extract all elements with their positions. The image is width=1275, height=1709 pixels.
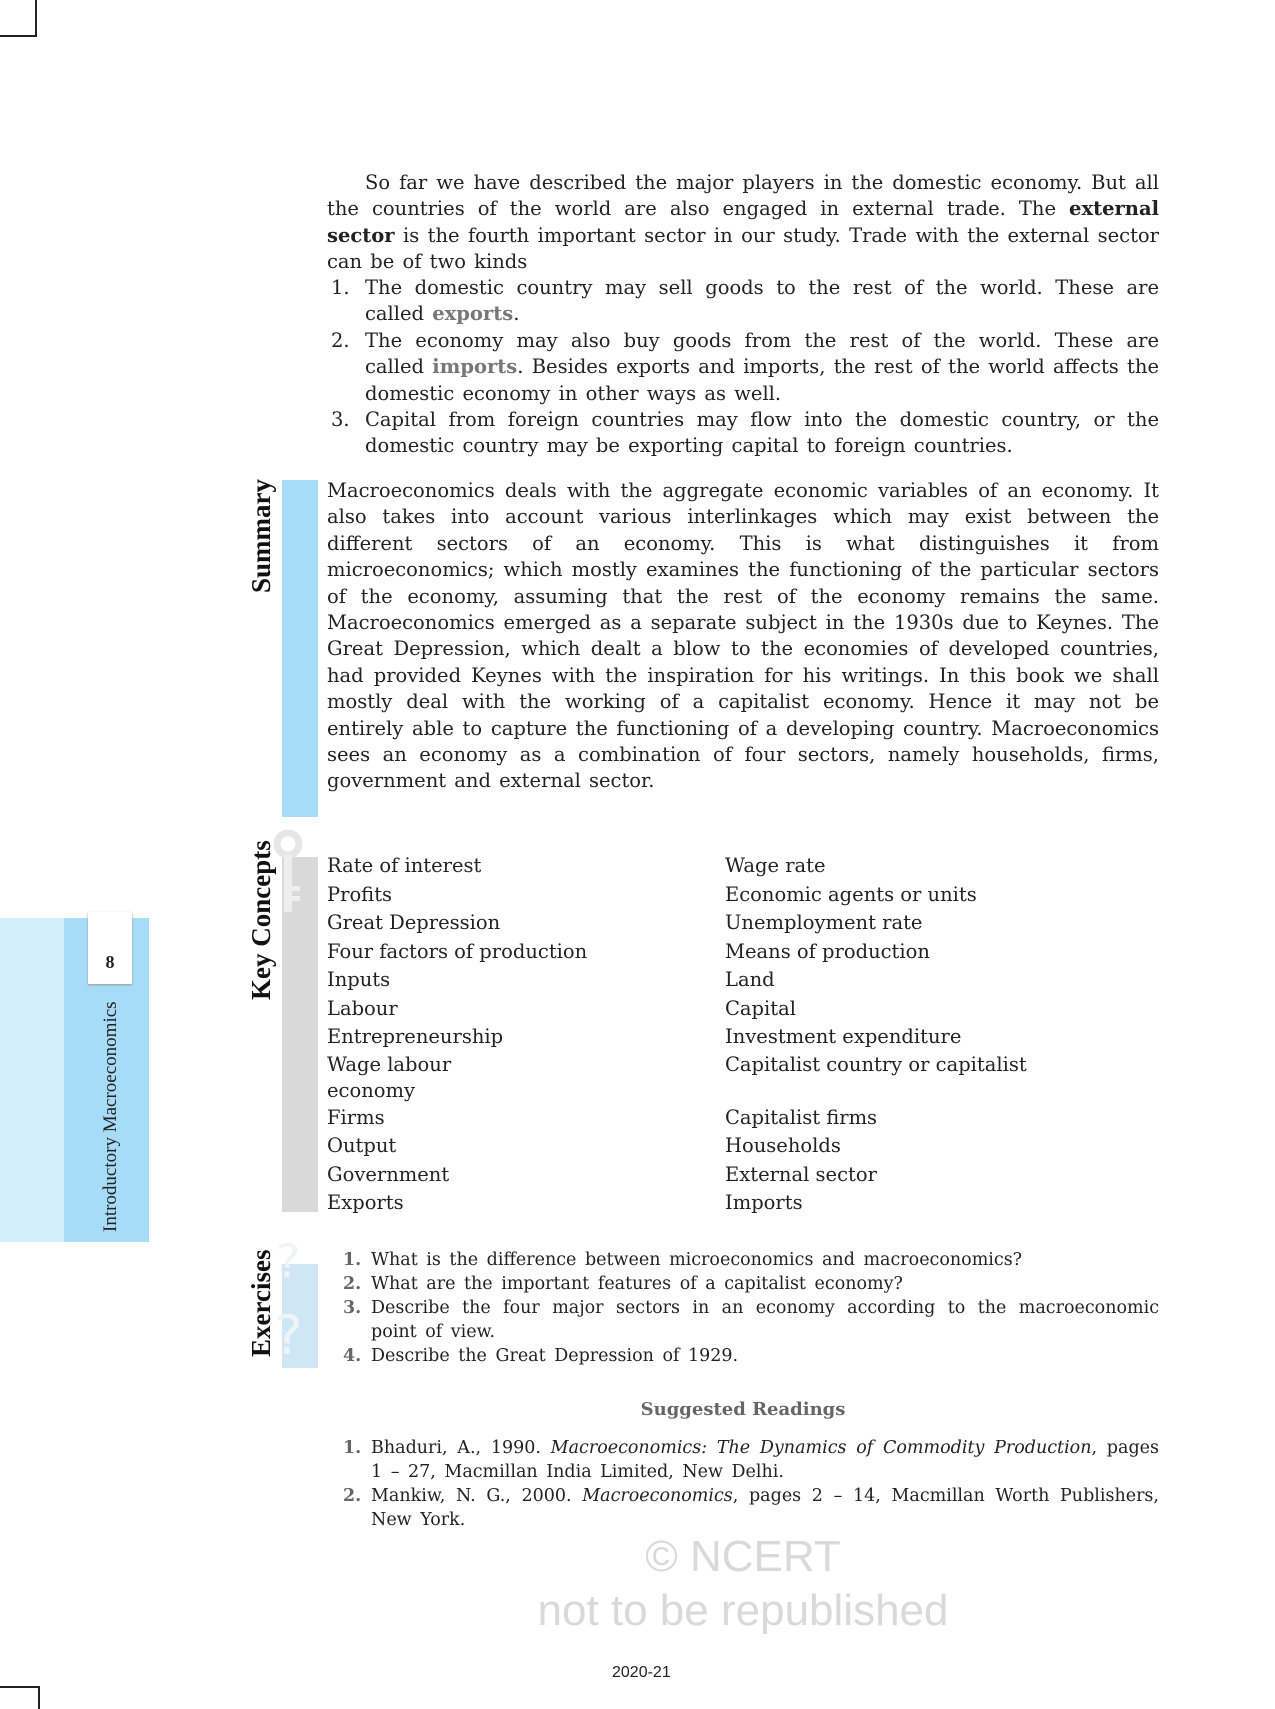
item-number: 3. — [343, 1298, 362, 1318]
concept: External sector — [725, 1162, 877, 1186]
item-number: 2. — [343, 1274, 362, 1294]
concept: Imports — [725, 1191, 803, 1214]
concept-row — [327, 1104, 1159, 1133]
concept: Great Depression — [327, 911, 501, 934]
concept: economy — [327, 1078, 416, 1102]
concept: Investment expenditure — [725, 1025, 962, 1048]
watermark-line: © NCERT — [645, 1532, 841, 1581]
book-title: Macroeconomics — [582, 1486, 733, 1506]
question-mark-icon: ? — [274, 1304, 303, 1367]
text: What is the difference between microeconomics and macroeconomics? — [371, 1250, 1023, 1270]
list-item — [327, 275, 1159, 328]
concept: Wage rate — [725, 854, 826, 877]
summary-bar — [282, 480, 318, 817]
concept: Households — [725, 1134, 841, 1157]
concept: Exports — [327, 1191, 404, 1214]
item-number: 1. — [343, 1438, 362, 1458]
item-number: 3. — [331, 408, 350, 432]
concept-row — [327, 1052, 1159, 1078]
question-mark-icon: ? — [276, 1234, 301, 1288]
readings-list — [343, 1436, 1159, 1532]
text: . — [513, 302, 520, 326]
concept-row — [327, 1189, 1159, 1218]
exercise-item — [343, 1272, 1159, 1296]
concept-row — [327, 966, 1159, 995]
key-icon — [272, 828, 308, 922]
concept: Inputs — [327, 968, 391, 991]
text: The economy may also buy goods from the rest of the world. These are called — [365, 328, 1159, 379]
concept-row — [327, 852, 1159, 881]
summary-text: Macroeconomics deals with the aggregate economic variables of an economy. It also takes into account various interlinkages which may exist between the different sectors of an economy. This is what distinguishes it from microeconomics; which mostly examines the functioning of the particular sectors of the economy, assuming that the rest of the economy remains the same. Macroeconomics emerged as a separate subject in the 1930s due to Keynes. The Great Depression, which dealt a blow to the economies of developed countries, had provided Keynes with the inspiration for his writings. In this book we shall mostly deal with the working of a capitalist economy. Hence it may not be entirely able to capture the functioning of a developing country. Macroeconomics sees an economy as a combination of four sectors, namely households, firms, government and external sector. — [327, 479, 1159, 793]
concept: Output — [327, 1134, 397, 1157]
concept: Wage labour — [327, 1052, 452, 1076]
item-number: 2. — [331, 328, 350, 352]
crop-mark — [0, 35, 37, 37]
page-number-box — [88, 912, 132, 984]
suggested-readings-title: Suggested Readings — [640, 1399, 846, 1420]
concept: Entrepreneurship — [327, 1025, 504, 1048]
side-tab-light — [0, 918, 64, 1242]
term: external sector — [327, 197, 1159, 247]
concept-row — [327, 1161, 1159, 1190]
text: . Besides exports and imports, the rest of the world affects the domestic economy in other ways as well. — [365, 355, 1159, 405]
concept-row — [327, 995, 1159, 1024]
watermark-line: not to be republished — [537, 1586, 949, 1635]
crop-mark — [38, 1686, 40, 1709]
book-title: Introductory Macroeconomics — [100, 1001, 121, 1232]
item-number: 1. — [331, 276, 350, 299]
crop-mark — [35, 0, 37, 37]
item-number: 1. — [343, 1250, 362, 1270]
concept: Capitalist country or capitalist — [725, 1052, 1027, 1076]
exercise-item — [343, 1248, 1159, 1272]
reading-item — [343, 1484, 1159, 1532]
text: is the fourth important sector in our study. Trade with the external sector can be of two kinds — [327, 223, 1159, 274]
exercises-label: Exercises — [246, 1249, 276, 1357]
key-concepts-list — [327, 852, 1159, 1218]
concept-row — [327, 1023, 1159, 1052]
watermark — [327, 1530, 1159, 1638]
text: What are the important features of a capitalist economy? — [371, 1274, 903, 1294]
concept: Unemployment rate — [725, 911, 923, 934]
text: The domestic country may sell goods to the rest of the world. These are called — [365, 276, 1159, 326]
text: Bhaduri, A., 1990. — [371, 1438, 551, 1458]
intro-list — [327, 275, 1159, 460]
concept: Profits — [327, 882, 393, 906]
side-tab — [0, 918, 149, 1242]
text: Describe the Great Depression of 1929. — [371, 1346, 739, 1366]
summary-label: Summary — [246, 479, 276, 593]
list-item — [327, 328, 1159, 407]
text: Mankiw, N. G., 2000. — [371, 1486, 583, 1506]
exercises-list — [343, 1248, 1159, 1368]
concept: Economic agents or units — [725, 882, 977, 906]
page-number: 8 — [105, 952, 115, 972]
footer-year: 2020-21 — [612, 1664, 671, 1681]
term: imports — [432, 355, 518, 379]
item-number: 2. — [343, 1486, 362, 1506]
concept-row — [327, 909, 1159, 938]
item-number: 4. — [343, 1346, 362, 1366]
term: exports — [432, 302, 514, 326]
concept-row — [327, 938, 1159, 967]
concept: Four factors of production — [327, 939, 588, 963]
concept-row — [327, 1132, 1159, 1161]
concept: Capital — [725, 996, 796, 1020]
concept-row — [327, 881, 1159, 910]
concept: Land — [725, 968, 775, 991]
concept-row — [327, 1078, 1159, 1104]
concept: Capitalist firms — [725, 1105, 878, 1129]
crop-mark — [0, 1686, 40, 1688]
concept: Labour — [327, 996, 398, 1020]
text: Describe the four major sectors in an economy according to the macroeconomic point of view. — [371, 1298, 1159, 1342]
key-concepts-label: Key Concepts — [246, 840, 276, 1000]
text: So far we have described the major players in the domestic economy. But all the countries of the world are also engaged in external trade. The — [327, 171, 1159, 221]
exercise-item — [343, 1344, 1159, 1368]
exercise-item — [343, 1296, 1159, 1344]
list-item — [327, 407, 1159, 460]
text: , pages 1 – 27, Macmillan India Limited, New Delhi. — [371, 1438, 1159, 1482]
book-title: Macroeconomics: The Dynamics of Commodity Production — [550, 1438, 1092, 1458]
concept: Government — [327, 1162, 450, 1186]
text: Capital from foreign countries may flow into the domestic country, or the domestic country may be exporting capital to foreign countries. — [365, 408, 1159, 458]
intro-paragraph — [327, 170, 1159, 276]
reading-item — [343, 1436, 1159, 1484]
concept: Firms — [327, 1105, 385, 1129]
concept: Means of production — [725, 939, 930, 963]
concept: Rate of interest — [327, 854, 482, 877]
text: , pages 2 – 14, Macmillan Worth Publishers, New York. — [371, 1486, 1159, 1530]
